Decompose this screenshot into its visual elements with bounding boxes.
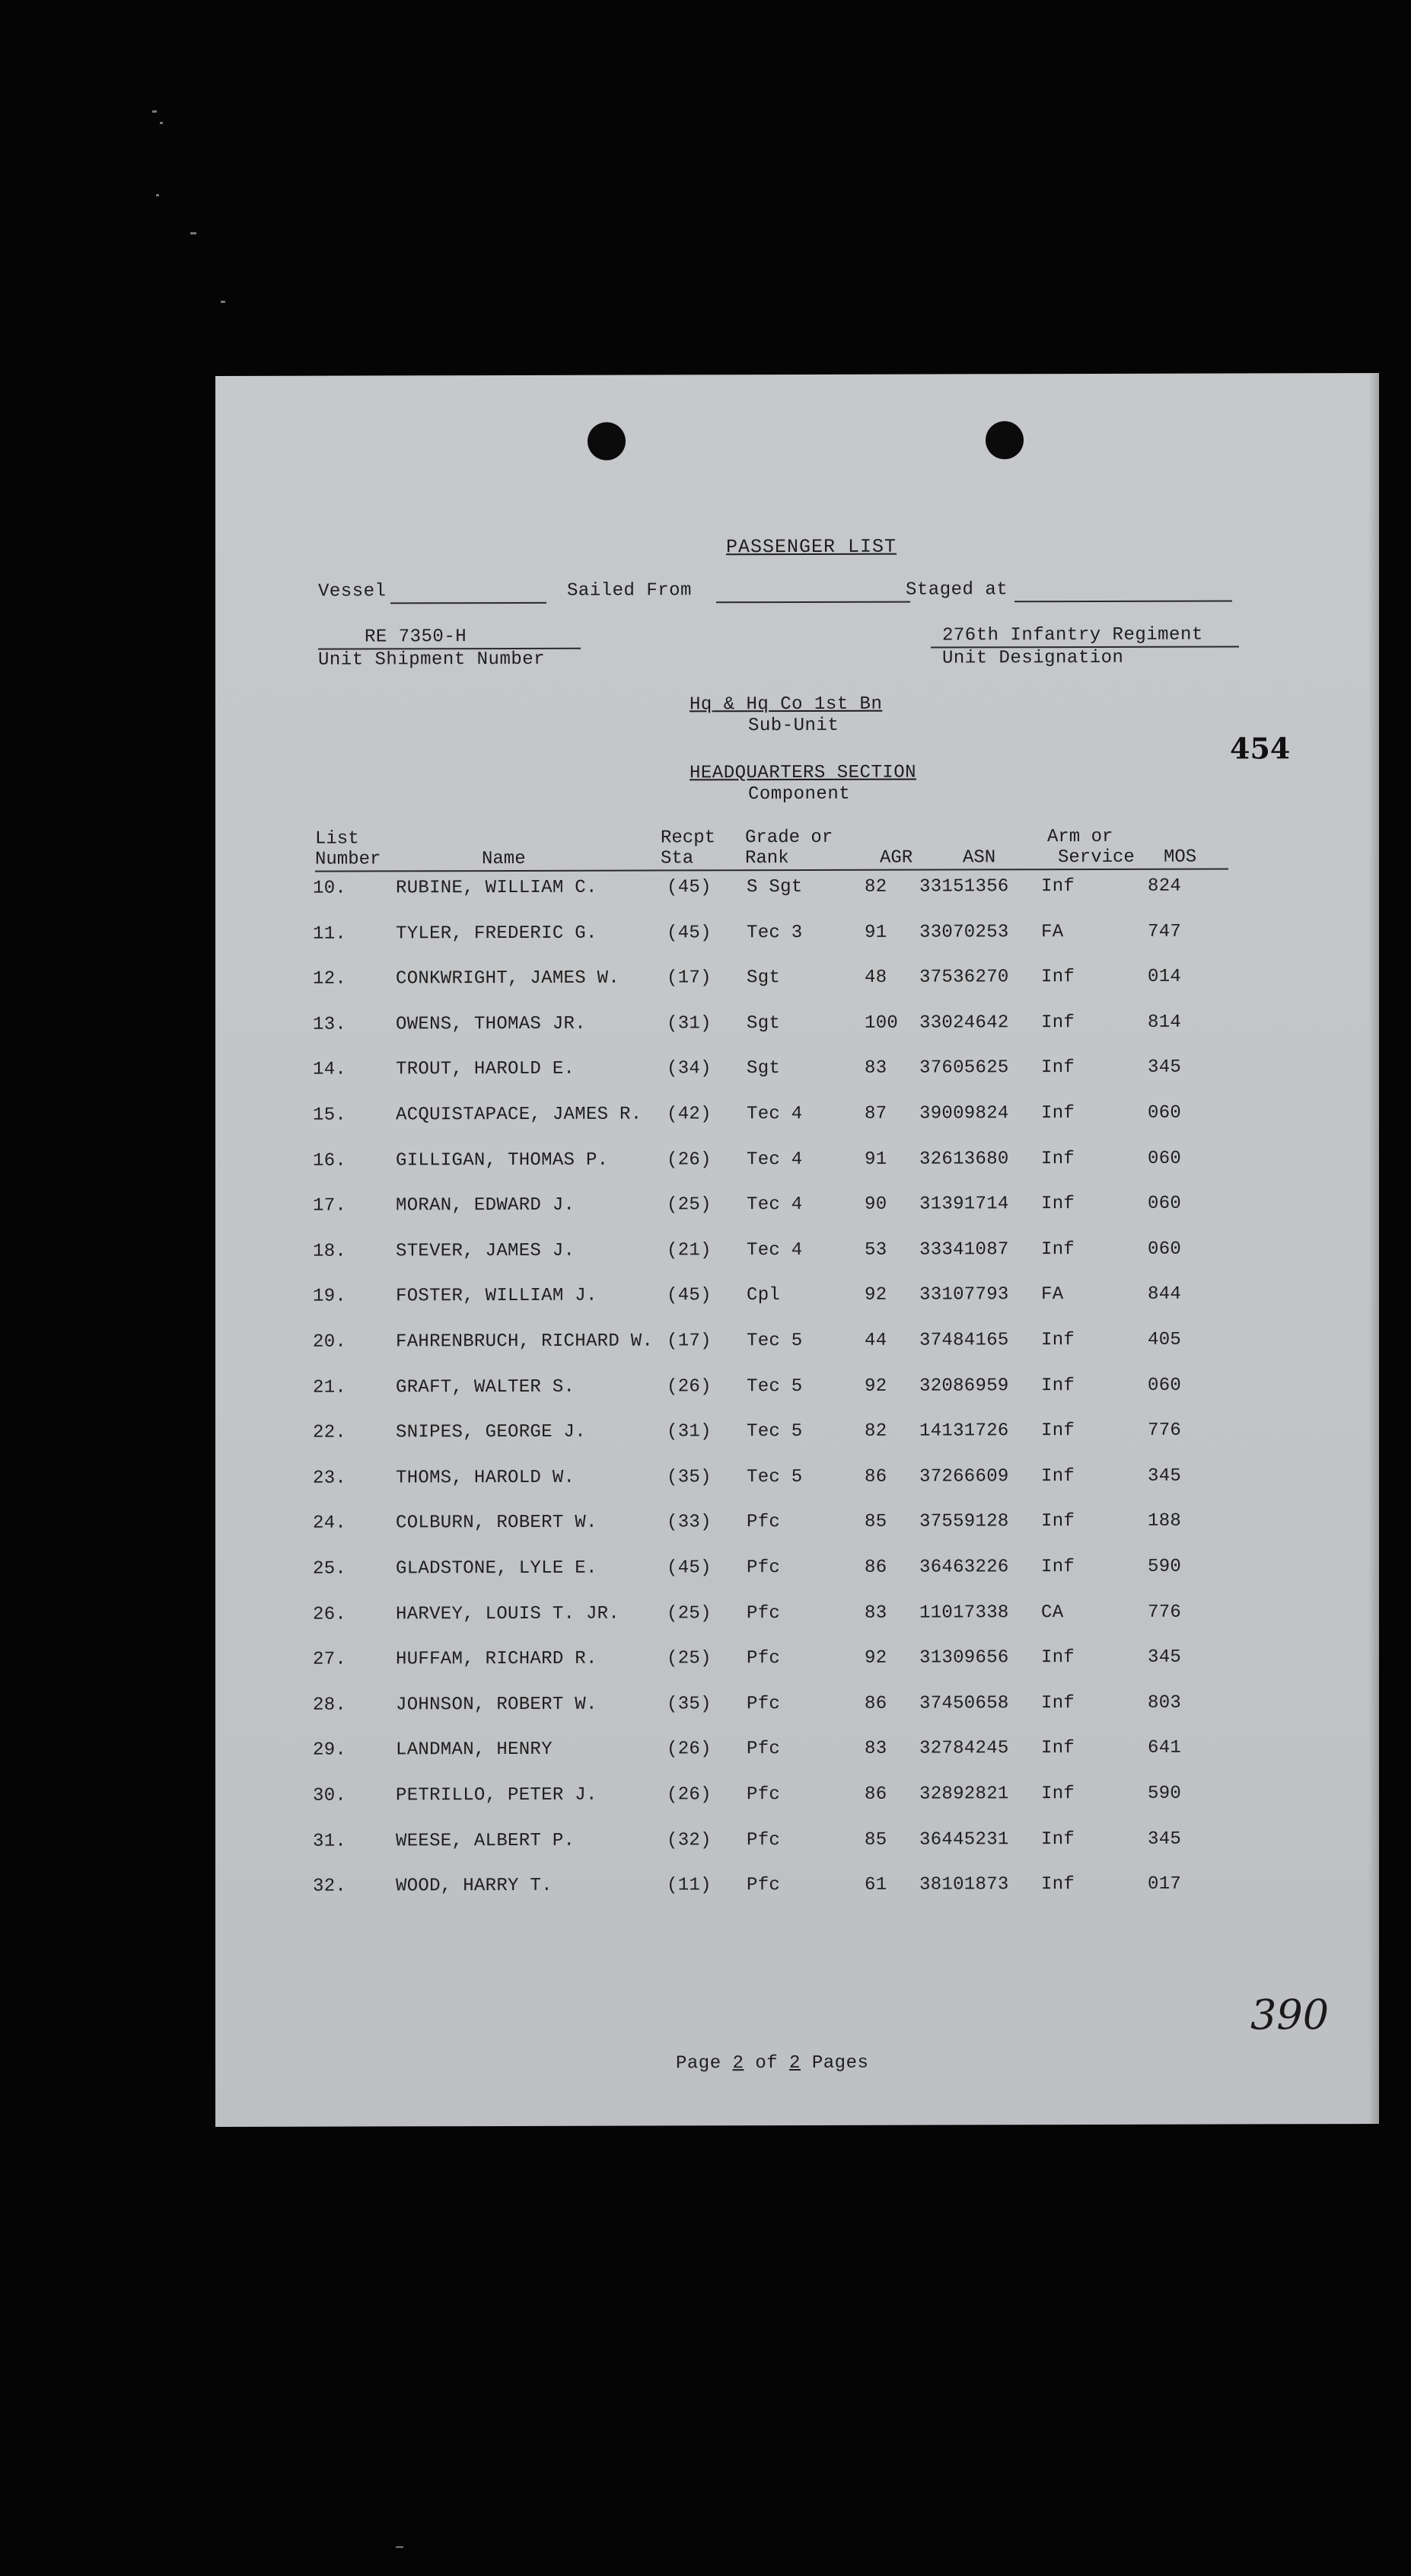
vessel-blank [390,602,546,604]
row-name: ACQUISTAPACE, JAMES R. [396,1104,642,1126]
row-grade: Tec 5 [747,1376,803,1398]
row-mos: 776 [1148,1602,1182,1623]
header-agr: AGR [880,847,913,869]
row-agr: 83 [865,1057,887,1079]
header-list-number-line2: Number [315,849,381,870]
footer-prefix: Page [676,2053,721,2074]
row-agr: 48 [865,967,887,988]
row-name: FAHRENBRUCH, RICHARD W. [396,1331,654,1353]
row-recpt-sta: (25) [667,1194,712,1216]
sailed-from-label: Sailed From [567,580,692,601]
row-name: PETRILLO, PETER J. [396,1784,597,1806]
row-agr: 90 [865,1194,887,1215]
row-grade: Cpl [747,1285,781,1306]
row-mos: 405 [1148,1329,1182,1350]
row-arm: Inf [1041,1330,1075,1351]
row-mos: 824 [1148,875,1182,897]
row-asn: 11017338 [919,1602,1009,1624]
row-list-number: 11. [313,923,347,945]
vessel-label: Vessel [318,581,387,602]
row-list-number: 12. [313,968,347,990]
row-arm: Inf [1041,1511,1075,1532]
row-recpt-sta: (31) [667,1421,712,1443]
row-asn: 38101873 [919,1874,1009,1895]
row-list-number: 20. [313,1331,347,1353]
row-recpt-sta: (34) [667,1058,712,1079]
row-mos: 814 [1148,1012,1182,1033]
row-name: THOMS, HAROLD W. [396,1467,575,1489]
row-grade: Tec 5 [747,1420,803,1443]
footer-total: 2 [789,2052,801,2074]
row-arm: Inf [1041,1557,1075,1578]
row-list-number: 32. [313,1876,347,1897]
row-arm: Inf [1041,1194,1075,1215]
row-asn: 33151356 [919,876,1009,897]
row-arm: FA [1041,922,1064,943]
row-list-number: 21. [313,1377,347,1398]
row-asn: 36445231 [919,1829,1009,1851]
row-recpt-sta: (32) [667,1830,712,1851]
row-arm: Inf [1041,1420,1075,1442]
row-asn: 32086959 [919,1376,1009,1397]
row-asn: 33107793 [919,1284,1009,1306]
row-name: SNIPES, GEORGE J. [396,1421,586,1443]
scan-speck [152,110,157,113]
row-mos: 345 [1148,1057,1182,1078]
row-name: CONKWRIGHT, JAMES W. [396,968,620,990]
row-mos: 345 [1148,1465,1182,1487]
row-asn: 32784245 [919,1738,1009,1759]
row-name: FOSTER, WILLIAM J. [396,1285,597,1307]
scan-speck [160,122,163,124]
row-name: GRAFT, WALTER S. [396,1376,575,1398]
header-grade-line2: Rank [745,848,789,869]
row-grade: S Sgt [747,876,803,898]
row-agr: 85 [865,1511,887,1532]
row-list-number: 22. [313,1422,347,1443]
row-arm: Inf [1041,1149,1075,1170]
row-recpt-sta: (35) [667,1467,712,1488]
row-name: RUBINE, WILLIAM C. [396,877,597,899]
row-asn: 37536270 [919,967,1009,988]
row-recpt-sta: (26) [667,1149,712,1171]
row-arm: Inf [1041,1103,1075,1124]
row-asn: 31391714 [919,1194,1009,1215]
row-name: JOHNSON, ROBERT W. [396,1694,597,1716]
row-mos: 014 [1148,966,1182,987]
row-list-number: 25. [313,1558,347,1580]
row-grade: Tec 4 [747,1194,803,1216]
row-grade: Pfc [747,1512,781,1533]
row-grade: Pfc [747,1739,781,1760]
row-agr: 53 [865,1239,887,1261]
staged-at-label: Staged at [906,579,1008,601]
row-list-number: 16. [313,1150,347,1172]
row-agr: 44 [865,1330,887,1351]
row-name: OWENS, THOMAS JR. [396,1013,586,1035]
row-list-number: 26. [313,1604,347,1625]
row-arm: Inf [1041,1647,1075,1669]
row-agr: 85 [865,1829,887,1851]
unit-designation-label: Unit Designation [942,647,1124,669]
row-asn: 37450658 [919,1693,1009,1714]
footer-of: of [755,2053,779,2074]
row-name: LANDMAN, HENRY [396,1739,553,1761]
row-recpt-sta: (21) [667,1240,712,1261]
row-mos: 345 [1148,1647,1182,1668]
row-recpt-sta: (25) [667,1603,712,1624]
row-arm: Inf [1041,1012,1075,1034]
scan-speck [190,232,196,234]
row-agr: 86 [865,1466,887,1487]
row-list-number: 31. [313,1831,347,1852]
row-mos: 590 [1148,1783,1182,1804]
row-grade: Sgt [747,1013,781,1035]
row-name: TROUT, HAROLD E. [396,1058,575,1080]
row-agr: 86 [865,1784,887,1805]
page-edge-shadow [1368,373,1379,2124]
row-arm: Inf [1041,1466,1075,1487]
row-list-number: 14. [313,1059,347,1080]
row-agr: 61 [865,1874,887,1895]
unit-shipment-number-label: Unit Shipment Number [318,649,546,671]
row-name: HARVEY, LOUIS T. JR. [396,1603,620,1625]
header-rule [315,869,1228,872]
row-grade: Pfc [747,1648,781,1669]
row-asn: 33341087 [919,1239,1009,1261]
row-list-number: 19. [313,1286,347,1307]
row-name: MORAN, EDWARD J. [396,1194,575,1216]
row-recpt-sta: (26) [667,1739,712,1760]
row-asn: 31309656 [919,1647,1009,1669]
row-asn: 33070253 [919,922,1009,943]
scan-speck [396,2546,403,2548]
row-agr: 83 [865,1738,887,1759]
row-grade: Pfc [747,1557,781,1579]
row-agr: 100 [865,1012,899,1034]
row-mos: 060 [1148,1148,1182,1169]
sailed-from-blank [716,601,910,604]
row-arm: Inf [1041,1693,1075,1714]
document-title: PASSENGER LIST [726,535,897,559]
row-mos: 776 [1148,1420,1182,1441]
row-agr: 92 [865,1284,887,1306]
row-name: WEESE, ALBERT P. [396,1830,575,1852]
row-grade: Tec 4 [747,1103,803,1125]
stamp-number: 454 [1230,731,1291,766]
row-list-number: 23. [313,1468,347,1489]
row-name: TYLER, FREDERIC G. [396,923,597,945]
row-mos: 345 [1148,1828,1182,1850]
row-asn: 37266609 [919,1466,1009,1487]
row-asn: 32613680 [919,1149,1009,1170]
row-asn: 37484165 [919,1330,1009,1351]
row-arm: Inf [1041,1376,1075,1397]
row-list-number: 18. [313,1241,347,1262]
row-agr: 92 [865,1376,887,1397]
row-asn: 14131726 [919,1420,1009,1442]
scan-speck [156,194,159,196]
row-grade: Tec 5 [747,1330,803,1352]
row-list-number: 29. [313,1739,347,1761]
row-asn: 37559128 [919,1511,1009,1532]
row-recpt-sta: (17) [667,968,712,989]
row-name: STEVER, JAMES J. [396,1240,575,1262]
row-grade: Pfc [747,1784,781,1806]
row-grade: Sgt [747,968,781,989]
row-agr: 82 [865,1420,887,1442]
footer-suffix: Pages [811,2052,869,2074]
page-footer [676,2053,868,2074]
row-list-number: 30. [313,1785,347,1806]
row-mos: 590 [1148,1556,1182,1577]
row-arm: Inf [1041,1784,1075,1805]
row-agr: 82 [865,876,887,897]
passenger-list-page [215,373,1379,2127]
row-arm: Inf [1041,1829,1075,1851]
footer-page: 2 [732,2053,744,2074]
row-mos: 060 [1148,1193,1182,1214]
row-agr: 87 [865,1103,887,1124]
row-recpt-sta: (45) [667,877,712,898]
row-mos: 060 [1148,1375,1182,1396]
row-name: GILLIGAN, THOMAS P. [396,1149,609,1172]
row-arm: Inf [1041,876,1075,897]
row-mos: 641 [1148,1737,1182,1758]
row-grade: Tec 5 [747,1466,803,1488]
row-grade: Pfc [747,1830,781,1851]
punch-hole-right [986,421,1024,459]
component: HEADQUARTERS SECTION [690,762,917,784]
row-agr: 91 [865,1149,887,1170]
row-arm: Inf [1041,967,1075,988]
sub-unit-label: Sub-Unit [748,715,839,737]
row-recpt-sta: (45) [667,1285,712,1306]
header-arm-line2: Service [1058,846,1135,869]
row-list-number: 13. [313,1014,347,1035]
component-label: Component [748,783,851,805]
row-mos: 747 [1148,921,1182,942]
row-recpt-sta: (17) [667,1331,712,1352]
row-agr: 86 [865,1557,887,1578]
row-agr: 83 [865,1602,887,1624]
row-asn: 33024642 [919,1012,1009,1034]
row-name: GLADSTONE, LYLE E. [396,1557,597,1580]
row-recpt-sta: (33) [667,1512,712,1533]
header-recpt-sta-line2: Sta [661,848,694,869]
row-list-number: 15. [313,1105,347,1126]
sub-unit: Hq & Hq Co 1st Bn [690,693,883,716]
row-asn: 37605625 [919,1057,1009,1079]
row-recpt-sta: (11) [667,1875,712,1896]
row-recpt-sta: (42) [667,1104,712,1125]
handwritten-number: 390 [1250,1991,1330,2039]
unit-shipment-number: RE 7350-H [365,626,467,648]
header-asn: ASN [963,847,996,869]
staged-at-blank [1014,601,1232,603]
row-list-number: 28. [313,1694,347,1716]
row-mos: 803 [1148,1692,1182,1714]
row-list-number: 17. [313,1195,347,1216]
row-recpt-sta: (25) [667,1648,712,1669]
header-grade-line1: Grade or [745,827,833,849]
row-agr: 86 [865,1693,887,1714]
row-name: WOOD, HARRY T. [396,1875,553,1897]
row-list-number: 10. [313,878,347,899]
row-arm: Inf [1041,1874,1075,1895]
row-arm: CA [1041,1602,1064,1624]
row-asn: 39009824 [919,1103,1009,1124]
row-grade: Tec 4 [747,1149,803,1171]
row-agr: 91 [865,922,887,943]
row-list-number: 27. [313,1649,347,1670]
row-mos: 188 [1148,1510,1182,1532]
row-grade: Pfc [747,1603,781,1624]
row-grade: Pfc [747,1875,781,1896]
row-recpt-sta: (45) [667,1557,712,1579]
row-list-number: 24. [313,1513,347,1534]
row-mos: 017 [1148,1873,1182,1895]
unit-designation: 276th Infantry Regiment [942,624,1203,646]
row-recpt-sta: (26) [667,1784,712,1806]
row-recpt-sta: (45) [667,923,712,944]
row-name: COLBURN, ROBERT W. [396,1512,597,1534]
row-grade: Sgt [747,1058,781,1079]
row-mos: 060 [1148,1239,1182,1260]
row-asn: 36463226 [919,1557,1009,1578]
header-recpt-sta-line1: Recpt [661,827,716,849]
row-grade: Tec 3 [747,922,803,944]
row-recpt-sta: (31) [667,1013,712,1035]
row-asn: 32892821 [919,1784,1009,1805]
row-arm: Inf [1041,1239,1075,1261]
row-arm: Inf [1041,1738,1075,1759]
row-agr: 92 [865,1647,887,1669]
row-mos: 060 [1148,1102,1182,1124]
row-recpt-sta: (26) [667,1376,712,1398]
header-list-number-line1: List [315,828,359,850]
row-arm: Inf [1041,1057,1075,1079]
row-mos: 844 [1148,1283,1182,1305]
row-grade: Pfc [747,1694,781,1715]
punch-hole-left [588,422,626,461]
header-mos: MOS [1164,846,1197,868]
header-name: Name [482,848,526,870]
header-arm-line1: Arm or [1047,826,1113,848]
row-recpt-sta: (35) [667,1694,712,1715]
row-name: HUFFAM, RICHARD R. [396,1648,597,1670]
scan-speck [221,301,225,303]
row-arm: FA [1041,1284,1064,1306]
row-grade: Tec 4 [747,1239,803,1261]
